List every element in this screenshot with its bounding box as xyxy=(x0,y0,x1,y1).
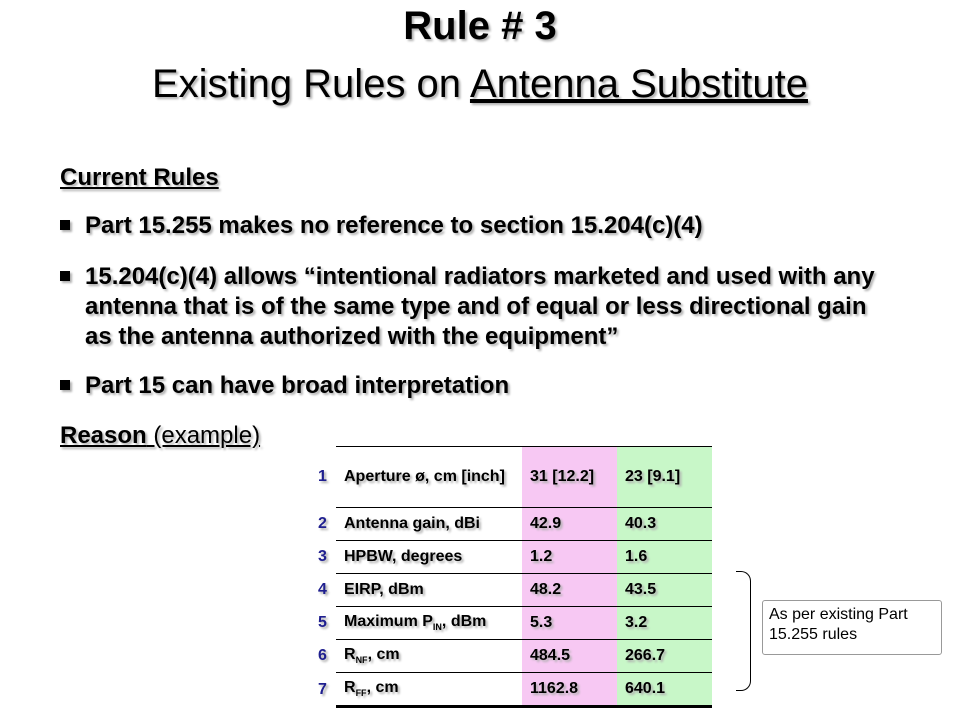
cell-value-2: 640.1 xyxy=(617,673,712,707)
bullet-text: 15.204(c)(4) allows “intentional radiators marketed and used with any antenna that is of the same type and of equal or less directional gain as the antenna authorized with the equipment” xyxy=(85,263,875,350)
table-row xyxy=(312,447,712,508)
cell-value-1: 48.2 xyxy=(522,574,617,607)
subtitle-prefix: Existing Rules on xyxy=(152,62,470,106)
label-main: R xyxy=(344,679,356,697)
cell-value-1: 1.2 xyxy=(522,541,617,574)
label-subscript: FF xyxy=(355,688,367,699)
cell-value-2: 1.6 xyxy=(617,541,712,574)
cell-value-1: 31 [12.2] xyxy=(522,447,617,508)
subtitle-underlined: Antenna Substitute xyxy=(469,62,808,106)
row-label xyxy=(336,640,522,673)
cell-value-2: 266.7 xyxy=(617,640,712,673)
row-number: 7 xyxy=(318,680,327,698)
row-number: 6 xyxy=(318,647,327,664)
current-rules-heading: Current Rules xyxy=(60,164,219,191)
row-label: Antenna gain, dBi xyxy=(336,508,522,541)
cell-value-1: 484.5 xyxy=(522,640,617,673)
bullet-item xyxy=(60,262,890,352)
label-main: Maximum P xyxy=(344,613,433,631)
bullet-text: Part 15 can have broad interpretation xyxy=(85,372,510,399)
row-label: EIRP, dBm xyxy=(336,574,522,607)
row-number: 1 xyxy=(318,468,327,485)
row-label: Aperture ø, cm [inch] xyxy=(336,447,522,508)
table-row xyxy=(312,640,712,673)
cell-value-2: 40.3 xyxy=(617,508,712,541)
cell-value-1: 5.3 xyxy=(522,607,617,640)
square-bullet-icon xyxy=(60,271,70,281)
table-row xyxy=(312,673,712,707)
label-subscript: IN xyxy=(432,622,442,633)
square-bullet-icon xyxy=(60,380,70,390)
cell-value-1: 1162.8 xyxy=(522,673,617,707)
table-row xyxy=(312,541,712,574)
label-main: R xyxy=(344,646,356,664)
row-number: 5 xyxy=(318,614,327,631)
bullet-item xyxy=(60,371,890,401)
row-number: 2 xyxy=(318,515,327,532)
row-label xyxy=(336,673,522,707)
callout-note: As per existing Part 15.255 rules xyxy=(762,600,942,655)
table-row xyxy=(312,607,712,640)
cell-value-2: 23 [9.1] xyxy=(617,447,712,508)
label-tail: , cm xyxy=(366,679,399,697)
cell-value-1: 42.9 xyxy=(522,508,617,541)
slide-subtitle xyxy=(0,62,960,107)
label-tail: , cm xyxy=(367,646,400,664)
cell-value-2: 43.5 xyxy=(617,574,712,607)
row-label: HPBW, degrees xyxy=(336,541,522,574)
square-bullet-icon xyxy=(60,220,70,230)
reason-heading xyxy=(60,422,260,450)
label-subscript: NF xyxy=(355,655,368,666)
table-row xyxy=(312,508,712,541)
row-label xyxy=(336,607,522,640)
slide-title: Rule # 3 xyxy=(403,4,557,48)
reason-label: Reason xyxy=(60,422,147,449)
row-number: 4 xyxy=(318,581,327,598)
label-tail: , dBm xyxy=(441,613,487,631)
bullet-text: Part 15.255 makes no reference to section 15.204(c)(4) xyxy=(85,212,703,239)
table-row xyxy=(312,574,712,607)
right-brace xyxy=(736,571,751,691)
reason-suffix: (example) xyxy=(146,422,261,449)
antenna-comparison-table xyxy=(312,446,712,708)
row-number: 3 xyxy=(318,548,327,565)
bullet-item xyxy=(60,211,890,241)
cell-value-2: 3.2 xyxy=(617,607,712,640)
